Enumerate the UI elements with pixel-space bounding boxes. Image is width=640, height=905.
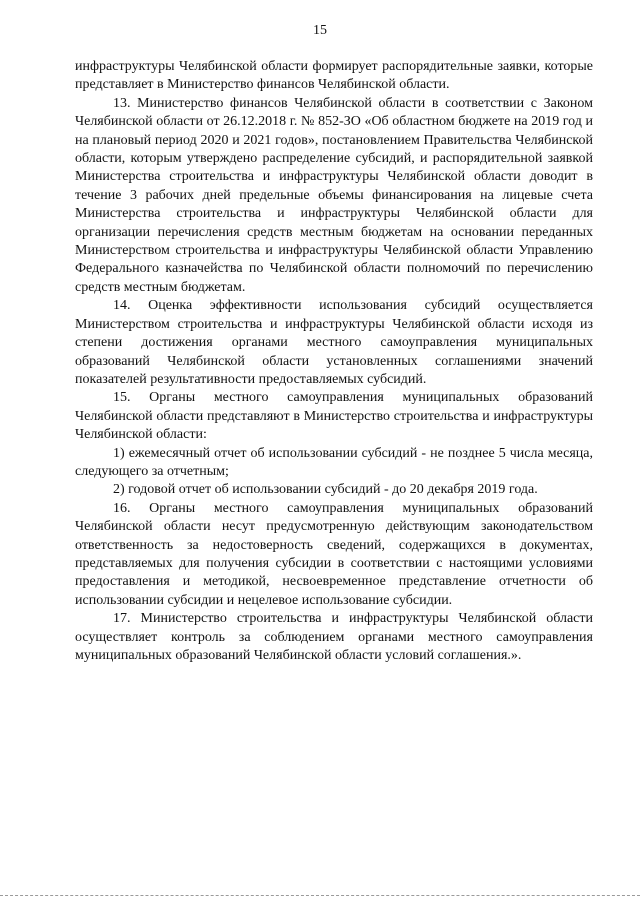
paragraph-item-13: 13. Министерство финансов Челябинской области в соответствии с Законом Челябинской области от 26.12.2018 г. № 852-ЗО «Об областном бюджете на 2019 год и на плановый период 2020 и 2021 годов», постановлением Правительства Челябинской области, которым утверждено распределение субсидий, и распорядительной заявкой Министерства строительства и инфраструктуры Челябинской области доводит в течение 3 рабочих дней предельные объемы финансирования на лицевые счета Министерства строительства и инфраструктуры Челябинской области для организации перечисления средств местным бюджетам на основании переданных Министерством строительства и инфраструктуры Челябинской области Управлению Федерального казначейства по Челябинской области полномочий по перечислению средств местным бюджетам. <box>75 95 593 295</box>
page-number: 15 <box>313 23 327 38</box>
paragraph-continuation: инфраструктуры Челябинской области формирует распорядительные заявки, которые представляет в Министерство финансов Челябинской области. <box>75 59 593 93</box>
paragraph-item-16: 16. Органы местного самоуправления муниципальных образований Челябинской области несут предусмотренную действующим законодательством ответственность за недостоверность сведений, содержащихся в документах, представляемых для получения субсидии в соответствии с настоящими условиями предоставления и методикой, несвоевременное представление отчетности об использовании субсидии и нецелевое использование субсидии. <box>75 500 593 608</box>
paragraph-subitem-1: 1) ежемесячный отчет об использовании субсидий - не позднее 5 числа месяца, следующего за отчетным; <box>75 445 593 479</box>
paragraph-item-17: 17. Министерство строительства и инфраструктуры Челябинской области осуществляет контроль за соблюдением органами местного самоуправления муниципальных образований Челябинской области условий соглашения.». <box>75 611 593 663</box>
page-bottom-divider <box>0 895 640 896</box>
paragraph-subitem-2: 2) годовой отчет об использовании субсидий - до 20 декабря 2019 года. <box>113 482 538 498</box>
paragraph-item-14: 14. Оценка эффективности использования субсидий осуществляется Министерством строительства и инфраструктуры Челябинской области исходя из степени достижения органами местного самоуправления муниципальных образований Челябинской области установленных соглашениями значений показателей результативности предоставляемых субсидий. <box>75 298 593 387</box>
paragraph-item-15: 15. Органы местного самоуправления муниципальных образований Челябинской области представляют в Министерство строительства и инфраструктуры Челябинской области: <box>75 390 593 443</box>
document-body <box>75 58 593 665</box>
